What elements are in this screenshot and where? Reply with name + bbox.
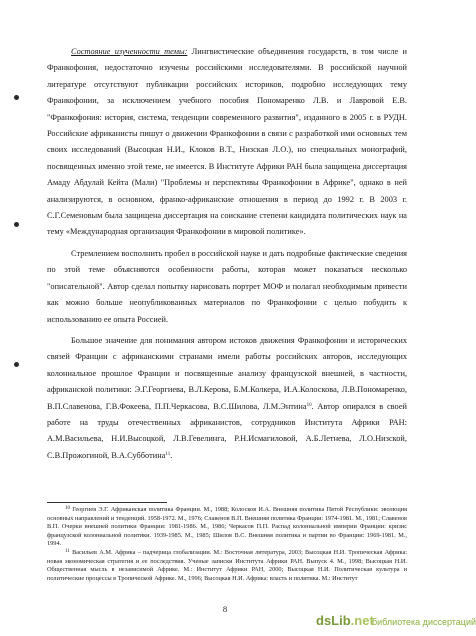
footnote-ref[interactable]: 11 [165,451,171,457]
binding-hole [14,362,19,367]
site-watermark[interactable] [316,612,476,632]
footnotes [47,506,407,583]
paragraph-sources [47,333,407,464]
paragraph-state-of-research [47,44,407,241]
watermark-logo: dsLib.net [316,613,374,628]
footnote-text: Васильев А.М. Африка – падчерица глобализации. М.: Восточная литература, 2003; Высоцкая Н.И. Тропическая Африка: новая экономическая стратегия и ее последствия. Ученые записки Института Африки РАН. Выпуск 4. М., 1998; Высоцкая Н.И. Общественная мысль в независимой Африке. М.: Институт Африки РАН, 2000; Высоцкая Н.И. Политическая культура и политические процессы в Тропической Африке. М., 1996; Высоцкая Н.И. Африка: власть и политика. М.: Институт [47,548,407,582]
footnote-number: 11 [65,548,70,554]
paragraph-text: . [170,450,173,460]
binding-hole [14,95,19,100]
paragraph-text: . Автор опирался в своей работе на труды отечественных африканистов, сотрудников Института Африки РАН: А.М.Васильева, Н.И.Высоцкой, Л.В.Гевелинга, Р.Н.Исмагиловой, А.Б.Летнева, Л.О.Низской, С.В.Прожогиной, В.А.Субботина [47,401,408,460]
binding-hole [14,222,19,227]
footnote-number: 10 [65,506,70,511]
watermark-text: библиотека диссертаций [372,617,476,627]
paragraph-author-intent: Стремлением восполнить пробел в российской науке и дать подробные фактические сведения по этой теме объясняются особенности работы, которая может показаться несколько "описательной". Автор сделал попытку нарисовать портрет МОФ и полагал необходимым привести как можно больше неопубликованных материалов по Франкофонии с целью побудить к использованию ее опыта Россией. [47,248,407,324]
footnote-10 [47,506,407,549]
footnote-text: Георгиев Э.Г. Африканская политика Франции. М., 1988; Колосков И.А. Внешняя политика Пятой Республики: эволюция основных направлений и тенденций. 1958-1972. М., 1976; Славенов В.П. Внешняя политика Франции: 1974-1981. М., 1981; Славенов В.П. Очерки внешней политики Франции: 1981-1986. М., 1986; Черкасов П.П. Распад колониальной империи Франции: кризис французской колониальной политики. 1939-1985. М., 1985; Шилов В.С. Внешняя политика и партии во Франции: 1969-1981. М., 1994. [47,506,407,548]
main-text [47,44,407,464]
footnote-11 [47,549,407,583]
page-number: 8 [222,604,228,614]
section-heading: Состояние изученности темы: [71,47,188,56]
footnote-ref[interactable]: 10 [306,402,312,408]
paragraph-text: Большое значение для понимания автором истоков движения Франкофонии и исторических связей Франции с африканскими странами имели работы российских авторов, исследующих колониальное прошлое Франции и посвященные анализу французской внешней, в частности, африканской политики: Э.Г.Георгиева, В.Л.Керова, Б.М.Колкера, И.А.Колоскова, Л.В.Пономаренко, В.П.Славенова, Г.В.Фокеева, П.П.Черкасова, В.С.Шилова, Л.М.Энтина [47,335,407,411]
footnote-separator [47,502,167,503]
paragraph-text: Лингвистические объединения государств, в том числе и Франкофония, недостаточно изучены российскими исследователями. В российской научной литературе отсутствуют публикации российских историков, подробно исследующих тему Франкофонии, за исключением учебного пособия Пономаренко Л.В. и Лавровой Е.В. "Франкофония: история, система, тенденции современного развития", изданного в 2005 г. в РУДН. Российские африканисты пишут о движении Франкофонии в связи с разработкой ими основных тем своих исследований (Высоцкая Н.И., Клоков В.Т., Низская Л.О.), но специальных монографий, посвященных именно этой теме, не имеется. В Институте Африки РАН была защищена диссертация Амаду Абдулай Кейта (Мали) "Проблемы и перспективы Франкофонии в Африке", однако в ней анализируются, в основном, франко-африканские отношения в период до 1992 г. В 2003 г. С.Г.Семеновым была защищена диссертация на соискание степени кандидата политических наук на тему «Международная организация Франкофонии в мировой политике». [47,47,407,237]
